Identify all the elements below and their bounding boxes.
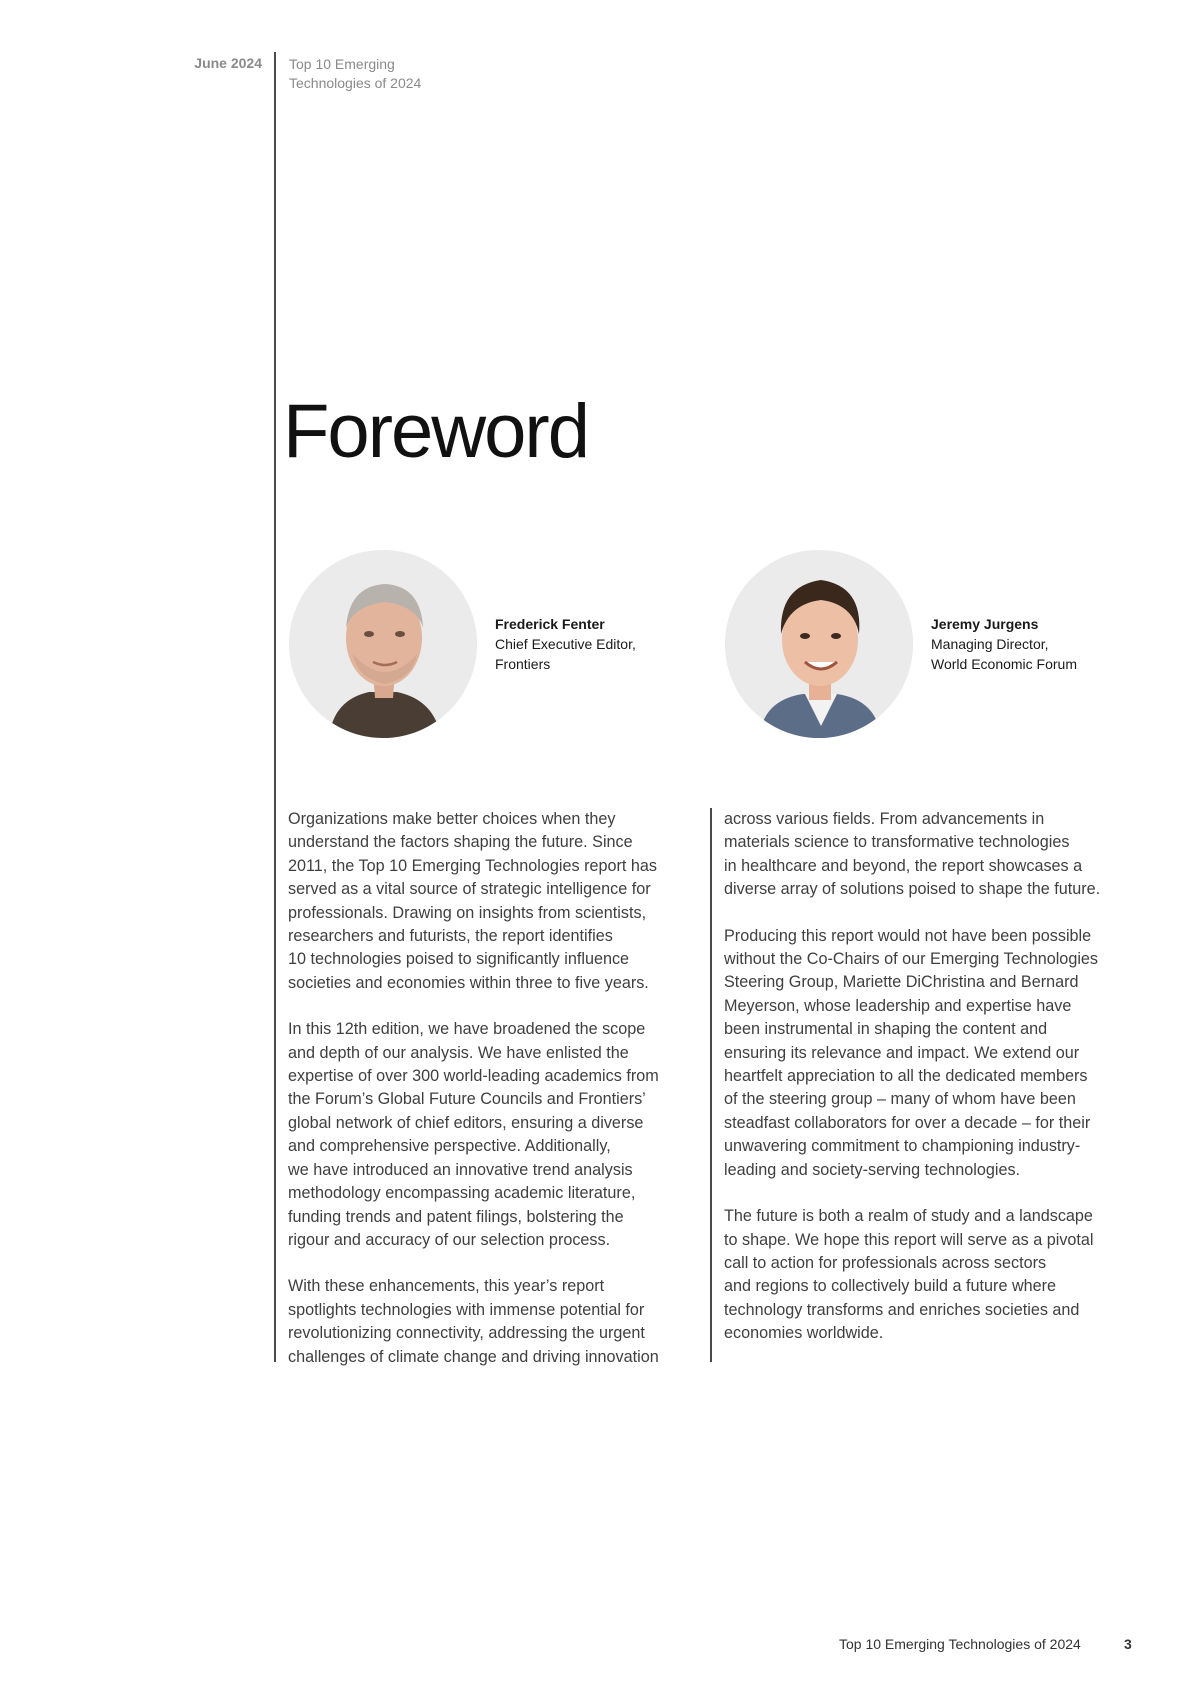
- author-organization: Frontiers: [495, 656, 551, 672]
- author-name: Jeremy Jurgens: [931, 616, 1039, 632]
- header-title-line1: Top 10 Emerging: [289, 56, 395, 72]
- paragraph: Producing this report would not have been possible without the Co-Chairs of our Emerging Technologies Steering Group, Mariette DiChristina and Bernard Meyerson, whose leadership and expertise have been instrumental in shaping the content and ensuring its relevance and impact. We extend our heartfelt appreciation to all the dedicated members of the steering group – many of whom have been steadfast collaborators for over a decade – for their unwavering commitment to championing industry- leading and society-serving technologies.: [724, 926, 1099, 1179]
- page-number: 3: [1124, 1636, 1132, 1652]
- author-organization: World Economic Forum: [931, 656, 1078, 672]
- body-column-left: [288, 808, 708, 1392]
- author-name: Frederick Fenter: [495, 616, 605, 632]
- footer-report-title: Top 10 Emerging Technologies of 2024: [839, 1636, 1081, 1652]
- author-photo-frederick-fenter: [289, 550, 477, 738]
- paragraph: Organizations make better choices when they understand the factors shaping the future. Since 2011, the Top 10 Emerging Technologies report has served as a vital source of strategic intelligence for professionals. Drawing on insights from scientists, researchers and futurists, the report identifies 10 technologies poised to significantly influence societies and economies within three to five years.: [288, 810, 657, 992]
- paragraph: In this 12th edition, we have broadened the scope and depth of our analysis. We have enlisted the expertise of over 300 world-leading academics from the Forum’s Global Future Councils and Frontiers’ global network of chief editors, ensuring a diverse and comprehensive perspective. Additionally, we have introduced an innovative trend analysis methodology encompassing academic literature, funding trends and patent filings, bolstering the rigour and accuracy of our selection process.: [288, 1020, 659, 1249]
- header-title-line2: Technologies of 2024: [289, 75, 422, 91]
- paragraph: The future is both a realm of study and a landscape to shape. We hope this report will serve as a pivotal call to action for professionals across sectors and regions to collectively build a future where technology transforms and enriches societies and economies worldwide.: [724, 1207, 1094, 1343]
- left-divider: [274, 52, 276, 1362]
- page-title: Foreword: [283, 389, 588, 474]
- author-jeremy-jurgens: [931, 614, 1077, 674]
- author-photo-jeremy-jurgens: [725, 550, 913, 738]
- header-date: June 2024: [194, 55, 262, 71]
- paragraph: With these enhancements, this year’s report spotlights technologies with immense potential for revolutionizing connectivity, addressing the urgent challenges of climate change and driving innovation: [288, 1277, 659, 1366]
- body-column-right: [724, 808, 1144, 1369]
- header-report-title: [289, 55, 489, 93]
- author-frederick-fenter: [495, 614, 636, 674]
- author-role: Chief Executive Editor,: [495, 636, 636, 652]
- author-role: Managing Director,: [931, 636, 1049, 652]
- paragraph: across various fields. From advancements in materials science to transformative technologies in healthcare and beyond, the report showcases a diverse array of solutions poised to shape the future.: [724, 810, 1101, 899]
- column-divider: [710, 808, 712, 1362]
